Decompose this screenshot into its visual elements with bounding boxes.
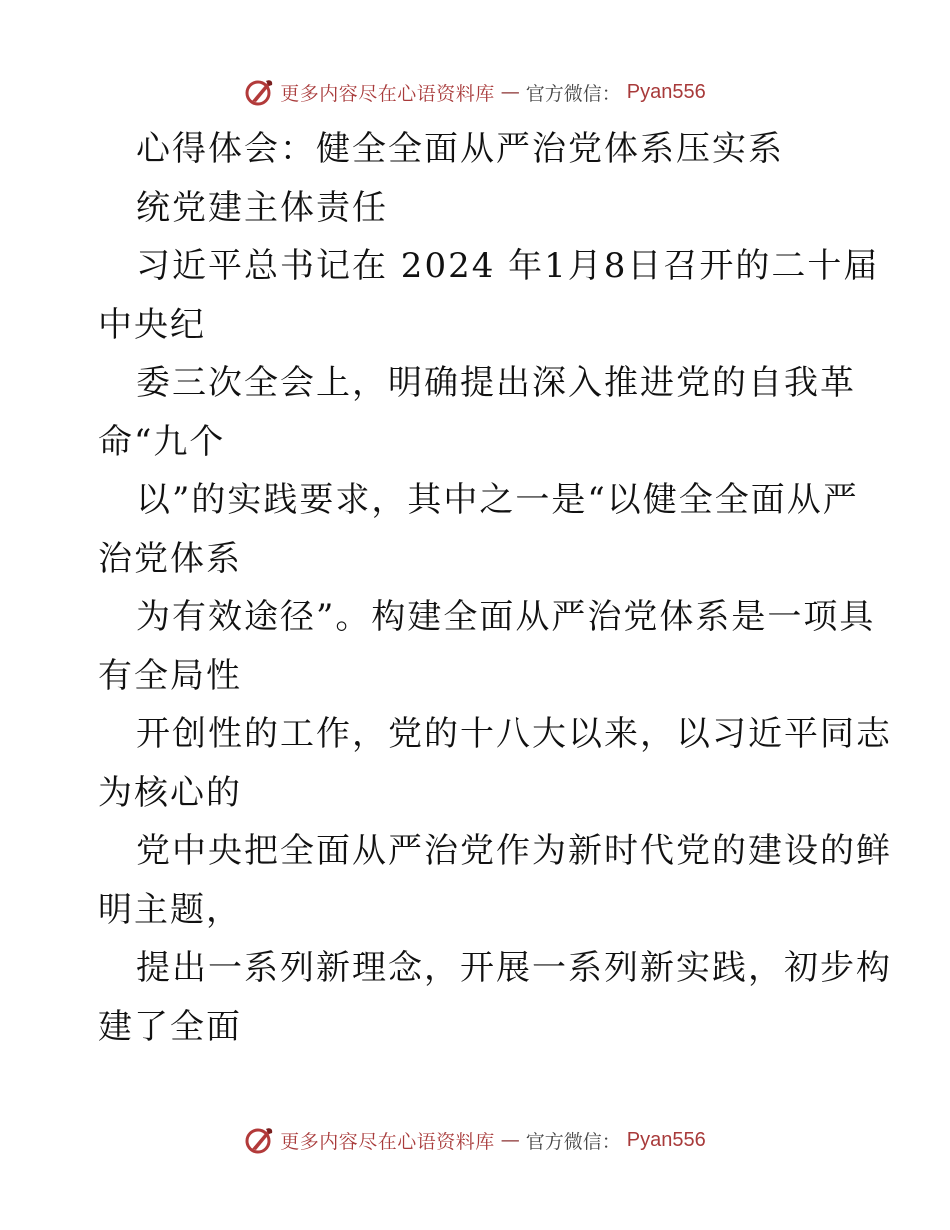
document-body: [98, 120, 892, 1056]
document-line: 命“九个: [98, 421, 226, 462]
document-line: 明主题，: [98, 889, 242, 930]
document-line: 委三次全会上，明确提出深入推进党的自我革: [136, 363, 856, 403]
watermark-wechat-label: 官方微信：: [525, 82, 621, 105]
watermark-separator: —: [500, 1129, 520, 1151]
watermark-wechat-id: Pyan556: [626, 1128, 706, 1151]
document-line: 统党建主体责任: [136, 187, 388, 228]
document-line: 党中央把全面从严治党作为新时代党的建设的鲜: [136, 831, 892, 871]
document-line: 为核心的: [98, 772, 242, 813]
watermark-wechat-id: Pyan556: [626, 80, 706, 103]
document-line: 提出一系列新理念，开展一系列新实践，初步构: [136, 948, 892, 988]
document-line: 心得体会：健全全面从严治党体系压实系: [136, 129, 784, 169]
document-line: 以”的实践要求，其中之一是“以健全全面从严: [136, 480, 859, 520]
document-line: 建了全面: [98, 1006, 242, 1047]
document-line: 中央纪: [98, 304, 206, 345]
document-line: 治党体系: [98, 538, 242, 579]
quill-logo-icon: [244, 77, 274, 107]
document-line: 开创性的工作，党的十八大以来，以习近平同志: [136, 714, 892, 754]
footer-watermark: [0, 1120, 950, 1160]
document-line: 有全局性: [98, 655, 242, 696]
document-line: 为有效途径”。构建全面从严治党体系是一项具: [136, 597, 876, 637]
watermark-wechat-label: 官方微信：: [525, 1130, 621, 1153]
watermark-separator: —: [500, 81, 520, 103]
watermark-site-text: 更多内容尽在心语资料库: [280, 82, 495, 105]
document-line: 习近平总书记在 2024 年1月8日召开的二十届: [136, 246, 880, 286]
watermark-site-text: 更多内容尽在心语资料库: [280, 1130, 495, 1153]
header-watermark: [0, 72, 950, 112]
quill-logo-icon: [244, 1125, 274, 1155]
